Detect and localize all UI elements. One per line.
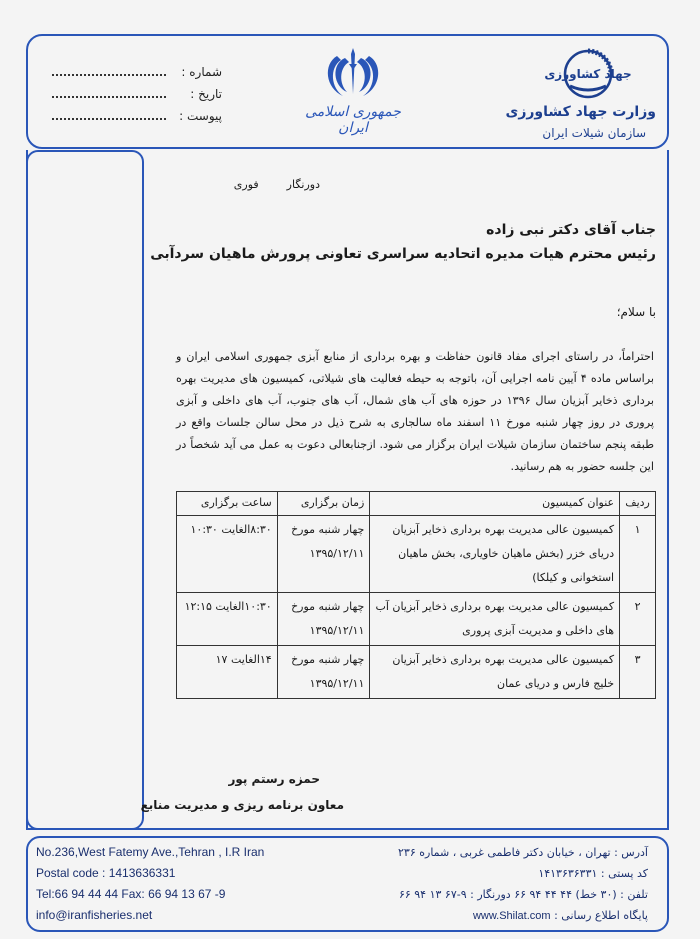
footer-postal-en: Postal code : 1413636331 <box>36 866 176 880</box>
table-header-row <box>177 492 656 516</box>
row-time: ۱۴الغایت ۱۷ <box>177 646 278 699</box>
attachment-label: پیوست : <box>179 109 222 123</box>
footer-persian <box>348 842 648 927</box>
row-title: کمیسیون عالی مدیریت بهره برداری ذخایر آبزیان خلیج فارس و دریای عمان <box>370 646 620 699</box>
attachment-field <box>52 108 222 130</box>
signatory-position: معاون برنامه ریزی و مدیریت منابع <box>140 798 344 812</box>
emblem-caption: جمهوری اسلامی ایران <box>305 104 401 136</box>
footer-english <box>36 842 264 926</box>
footer-phone-en: Tel:66 94 44 44 Fax: 66 94 13 67 -9 <box>36 887 226 901</box>
margin-box <box>26 150 144 830</box>
signatory-name: حمزه رستم پور <box>228 772 320 786</box>
footer-postal-fa: کد پستی : ۱۴۱۳۶۳۶۳۳۱ <box>538 867 648 880</box>
number-field <box>52 64 222 86</box>
footer-web-row <box>348 905 648 927</box>
logo-text: جهاد کشاورزی <box>544 67 632 81</box>
emblem-icon <box>321 44 385 100</box>
addressee-name: جناب آقای دکتر نبی زاده <box>486 222 656 238</box>
addressee-title: رئیس محترم هیات مدیره اتحادیه سراسری تعاونی پرورش ماهیان سردآبی <box>150 246 656 262</box>
urgency-label: فوری <box>233 178 259 191</box>
footer-address-fa: آدرس : تهران ، خیابان دکتر فاطمی غربی ، شماره ۲۳۶ <box>398 846 648 859</box>
date-field <box>52 86 222 108</box>
table-row <box>177 516 656 593</box>
table-row <box>177 593 656 646</box>
ministry-name: وزارت جهاد کشاورزی <box>505 104 656 120</box>
number-label: شماره : <box>181 65 222 79</box>
date-label: تاریخ : <box>190 87 222 101</box>
row-title: کمیسیون عالی مدیریت بهره برداری ذخایر آبزیان دریای خزر (بخش ماهیان خاویاری، بخش ماهیان استخوانی و کیلکا) <box>370 516 620 593</box>
row-no: ۱ <box>620 516 656 593</box>
commission-table <box>176 491 656 699</box>
urgency-markers <box>200 178 320 191</box>
attachment-dotted-line <box>52 108 166 120</box>
footer-email-en[interactable]: info@iranfisheries.net <box>36 908 153 922</box>
row-date: چهار شنبه مورخ ۱۳۹۵/۱۲/۱۱ <box>277 646 370 699</box>
letter-meta <box>52 64 222 130</box>
greeting: با سلام؛ <box>616 305 656 319</box>
fax-label: دورنگار <box>286 178 320 191</box>
footer-phone-fa: تلفن : (۳۰ خط) ۴۴ ۴۴ ۹۴ ۶۶ دورنگار : ۹-۶۷ ۱۳ ۹۴ ۶۶ <box>398 888 648 901</box>
number-dotted-line <box>52 64 166 76</box>
ministry-logo-icon <box>544 48 632 100</box>
letter-body: احتراماً، در راستای اجرای مفاد قانون حفاظت و بهره برداری از منابع آبزی جمهوری اسلامی ایران و براساس ماده ۴ آیین نامه اجرایی آن، باتوجه به حیطه فعالیت های شیلاتی، کمیسیون های مدیریت بهره برداری ذخایر آبزیان سال ۱۳۹۶ در حوزه های آب های شمال، آب های جنوب، آب های داخلی و آبزی پروری در روز چهار شنبه مورخ ۱۱ اسفند ماه سالجاری به شرح ذیل در محل سالن جلسات واقع در طبقه پنجم ساختمان سازمان شیلات ایران برگزار می شود. ازجنابعالی دعوت به عمل می آید شخصاً در این جلسه حضور به هم رسانید. <box>176 350 654 473</box>
row-date: چهار شنبه مورخ ۱۳۹۵/۱۲/۱۱ <box>277 593 370 646</box>
table-row <box>177 646 656 699</box>
footer-address-en: No.236,West Fatemy Ave.,Tehran , I.R Iran <box>36 845 265 859</box>
footer-web-label: پایگاه اطلاع رسانی : <box>554 909 648 922</box>
header-no: ردیف <box>620 492 656 516</box>
organization-name: سازمان شیلات ایران <box>542 126 646 140</box>
row-time: ۸:۳۰الغایت ۱۰:۳۰ <box>177 516 278 593</box>
footer-web-link[interactable]: www.Shilat.com <box>472 910 551 922</box>
row-title: کمیسیون عالی مدیریت بهره برداری ذخایر آبزیان آب های داخلی و مدیریت آبزی پروری <box>370 593 620 646</box>
header-time: ساعت برگزاری <box>177 492 278 516</box>
row-no: ۳ <box>620 646 656 699</box>
row-date: چهار شنبه مورخ ۱۳۹۵/۱۲/۱۱ <box>277 516 370 593</box>
date-dotted-line <box>52 86 166 98</box>
header-title: عنوان کمیسیون <box>370 492 620 516</box>
row-time: ۱۰:۳۰الغایت ۱۲:۱۵ <box>177 593 278 646</box>
header-date: زمان برگزاری <box>277 492 370 516</box>
row-no: ۲ <box>620 593 656 646</box>
state-emblem <box>298 44 408 136</box>
